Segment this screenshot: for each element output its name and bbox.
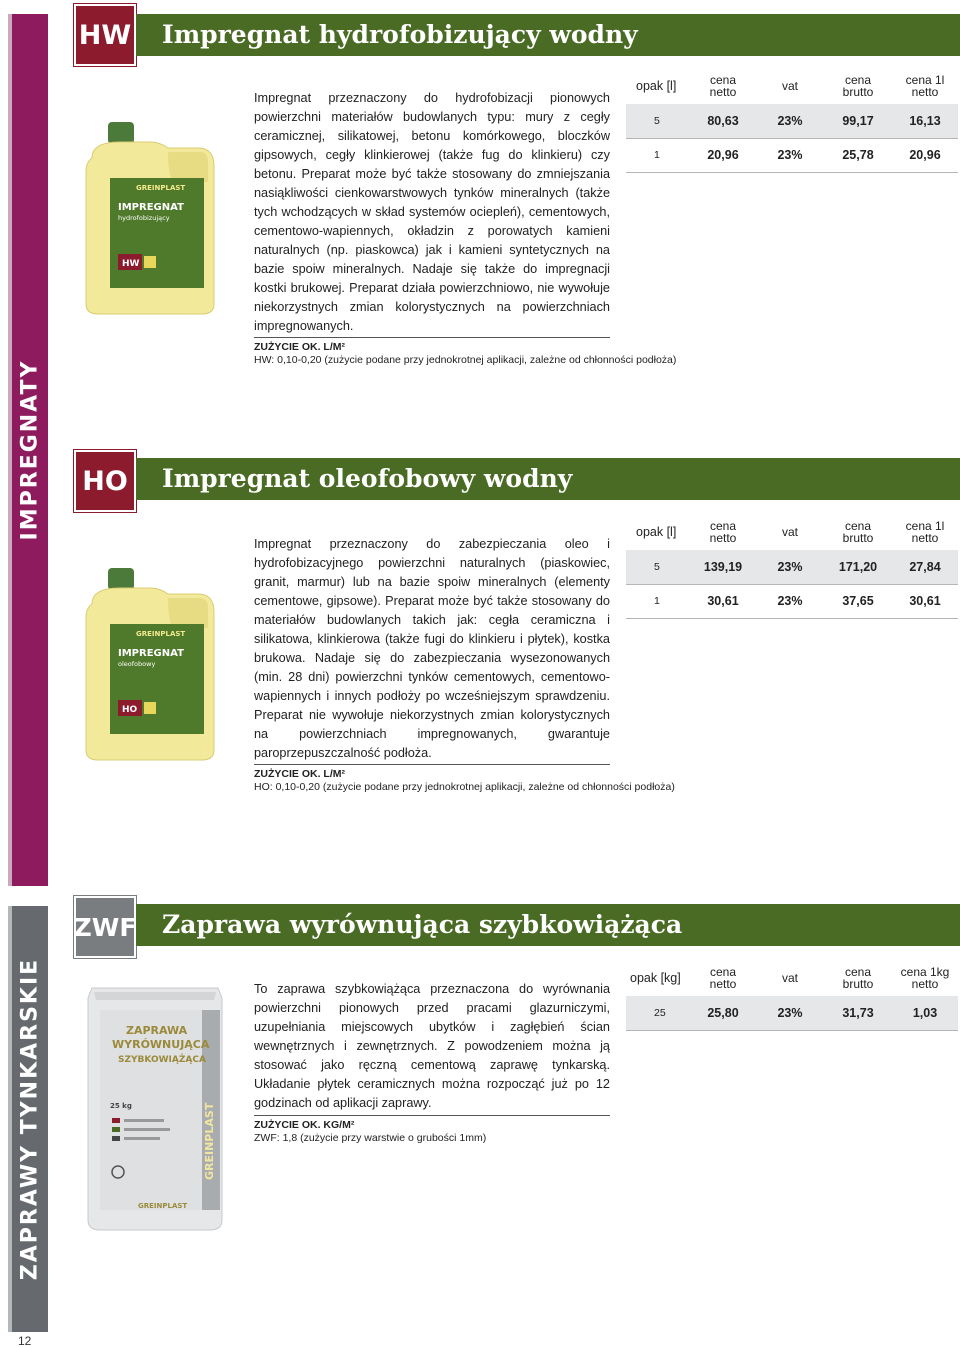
usage-block-hw <box>254 337 724 367</box>
label-code: HW <box>122 259 140 269</box>
title-bar <box>136 458 960 500</box>
cell-unit: 20,96 <box>892 138 958 172</box>
cell-net: 139,19 <box>690 550 756 584</box>
col-header-net <box>690 960 756 996</box>
cell-pack: 5 <box>626 104 690 138</box>
cell-gross: 99,17 <box>824 104 892 138</box>
col-header-unit <box>892 960 958 996</box>
bag-brand: GREINPLAST <box>138 1202 188 1210</box>
cell-vat: 23% <box>756 104 824 138</box>
col-header-gross <box>824 514 892 550</box>
section-header-hw <box>58 0 960 66</box>
table-row <box>626 104 958 138</box>
usage-title: ZUŻYCIE OK. L/M² <box>254 341 345 353</box>
bag-weight: 25 kg <box>110 1102 132 1110</box>
header-line: cena <box>844 519 872 533</box>
label-brand: GREINPLAST <box>136 184 186 192</box>
header-line: cena <box>709 519 737 533</box>
cell-vat: 23% <box>756 584 824 618</box>
label-sub: hydrofobizujący <box>118 214 170 222</box>
title-bar <box>136 14 960 56</box>
cell-vat: 23% <box>756 138 824 172</box>
cell-vat: 23% <box>756 996 824 1030</box>
header-line: brutto <box>842 85 874 99</box>
price-table-ho <box>626 514 958 619</box>
table-row <box>626 550 958 584</box>
title-bar <box>136 904 960 946</box>
cell-net: 80,63 <box>690 104 756 138</box>
cell-pack: 1 <box>626 138 690 172</box>
header-line: cena <box>709 965 737 979</box>
header-line: brutto <box>842 531 874 545</box>
col-header-net <box>690 68 756 104</box>
cell-pack: 25 <box>626 996 690 1030</box>
label-name: IMPREGNAT <box>118 648 184 659</box>
product-description-hw: Impregnat przeznaczony do hydrofobizacji pionowych powierzchni materiałów budowlanych typu: mury z cegły ceramicznej, silikatowej, betonu komórkowego, bloczków gipsowych, cegły klinkierowej (także fug do klinkieru) czy betonu. Preparat może być także stosowany do zmniejszania nasiąkliwości cienkowarstwowych tynków mineralnych (także tych wchodzących w skład systemów ociepleń), cementowych, cementowo-wapiennych, okładzin z porowatych kamieni naturalnych (np. piaskowca) jak i kamieni syntetycznych na bazie spoiw mineralnych. Nadaje się także do impregnacji kostki brukowej. Preparat działa powierzchniowo, nie wywołuje niekorzystnych zmian kolorystycznych na powierzchniach impregnowanych. <box>254 91 610 333</box>
col-header-vat: vat <box>781 971 798 985</box>
header-line: netto <box>709 531 737 545</box>
header-line: netto <box>709 977 737 991</box>
section-header-ho <box>58 446 960 512</box>
bag-brand-vertical: GREINPLAST <box>203 1102 216 1180</box>
bag-text: SZYBKOWIĄŻĄCA <box>118 1055 206 1065</box>
header-line: cena 1kg <box>900 965 950 979</box>
usage-block-zwf <box>254 1115 724 1145</box>
label-sub: oleofobowy <box>118 660 156 668</box>
product-image-canister-hw <box>80 118 220 318</box>
product-image-canister-ho <box>80 564 220 764</box>
col-header-pack: opak [l] <box>636 79 677 93</box>
price-table-hw <box>626 68 958 173</box>
cell-gross: 31,73 <box>824 996 892 1030</box>
side-tab-label: ZAPRAWY TYNKARSKIE <box>17 957 43 1281</box>
section-title: Impregnat hydrofobizujący wodny <box>162 20 638 49</box>
col-header-unit <box>892 514 958 550</box>
usage-text: HW: 0,10-0,20 (zużycie podane przy jednokrotnej aplikacji, zależne od chłonności podłoża) <box>254 354 677 366</box>
label-code: HO <box>122 705 138 715</box>
cell-unit: 30,61 <box>892 584 958 618</box>
side-tab-impregnaty <box>8 14 48 886</box>
divider <box>254 764 610 765</box>
col-header-gross <box>824 960 892 996</box>
header-line: netto <box>911 85 939 99</box>
section-title: Zaprawa wyrównująca szybkowiążąca <box>162 910 683 939</box>
col-header-pack: opak [kg] <box>630 971 681 985</box>
page-number: 12 <box>18 1334 32 1347</box>
header-line: netto <box>709 85 737 99</box>
usage-block-ho <box>254 764 724 794</box>
cell-gross: 25,78 <box>824 138 892 172</box>
cell-vat: 23% <box>756 550 824 584</box>
divider <box>254 1115 610 1116</box>
col-header-vat: vat <box>781 525 798 539</box>
price-table-zwf <box>626 960 958 1031</box>
usage-title: ZUŻYCIE OK. L/M² <box>254 768 345 780</box>
bag-text: WYRÓWNUJĄCA <box>112 1038 210 1051</box>
cell-gross: 37,65 <box>824 584 892 618</box>
cell-net: 20,96 <box>690 138 756 172</box>
product-image-bag-zwf <box>82 984 228 1234</box>
header-line: cena <box>709 73 737 87</box>
usage-text: ZWF: 1,8 (zużycie przy warstwie o grubości 1mm) <box>254 1132 487 1144</box>
usage-text: HO: 0,10-0,20 (zużycie podane przy jednokrotnej aplikacji, zależne od chłonności podłoża) <box>254 781 675 793</box>
label-name: IMPREGNAT <box>118 202 184 213</box>
label-brand: GREINPLAST <box>136 630 186 638</box>
header-line: brutto <box>842 977 874 991</box>
bag-text: ZAPRAWA <box>126 1024 188 1037</box>
table-row <box>626 138 958 172</box>
cell-unit: 27,84 <box>892 550 958 584</box>
cell-unit: 16,13 <box>892 104 958 138</box>
table-row <box>626 996 958 1030</box>
header-line: netto <box>911 977 939 991</box>
product-description-ho: Impregnat przeznaczony do zabezpieczania oleo i hydrofobizacyjnego powierzchni naturalnych (piaskowiec, granit, marmur) lub na bazie spoiw mineralnych (elementy cementowe, gipsowe). Preparat może być także stosowany do materiałów budowlanych takich jak: cegła ceramiczna i silikatowa, klinkierowa (także fugi do klinkieru i płytek), kostka brukowa. Nadaje się do zabezpieczania wysezonowanych (min. 28 dni) powierzchni tynków cementowych, cementowo-wapiennych i innych podłoży po wcześniejszym sprawdzeniu. Preparat nie wywołuje niekorzystnych zmian kolorystycznych na powierzchniach impregnowanych, gwarantuje paroprzepuszczalność podłoża. <box>254 537 610 760</box>
table-row <box>626 584 958 618</box>
cell-net: 30,61 <box>690 584 756 618</box>
header-line: cena <box>844 73 872 87</box>
usage-title: ZUŻYCIE OK. KG/M² <box>254 1119 355 1131</box>
cell-gross: 171,20 <box>824 550 892 584</box>
cell-unit: 1,03 <box>892 996 958 1030</box>
product-code-badge: HO <box>74 450 136 512</box>
col-header-net <box>690 514 756 550</box>
col-header-gross <box>824 68 892 104</box>
cell-net: 25,80 <box>690 996 756 1030</box>
header-line: cena 1l <box>905 73 945 87</box>
section-header-zwf <box>58 892 960 958</box>
product-code-badge: HW <box>74 4 136 66</box>
side-tab-label: IMPREGNATY <box>17 359 43 541</box>
cell-pack: 5 <box>626 550 690 584</box>
product-code-badge: ZWF <box>74 896 136 958</box>
col-header-pack: opak [l] <box>636 525 677 539</box>
header-line: netto <box>911 531 939 545</box>
product-description-zwf: To zaprawa szybkowiążąca przeznaczona do wyrównania powierzchni pionowych przed pracami glazurniczymi, uzupełniania miejscowych ubytków i zagłębień ścian wewnętrznych i zewnętrznych. Z powodzeniem można ją stosować jako ręczną cementową zaprawę tynkarską. Układanie płytek ceramicznych można rozpocząć już po 12 godzinach od aplikacji zaprawy. <box>254 982 610 1110</box>
col-header-unit <box>892 68 958 104</box>
cell-pack: 1 <box>626 584 690 618</box>
header-line: cena 1l <box>905 519 945 533</box>
header-line: cena <box>844 965 872 979</box>
side-tab-zaprawy-tynkarskie <box>8 906 48 1332</box>
section-title: Impregnat oleofobowy wodny <box>162 464 573 493</box>
col-header-vat: vat <box>781 79 798 93</box>
divider <box>254 337 610 338</box>
